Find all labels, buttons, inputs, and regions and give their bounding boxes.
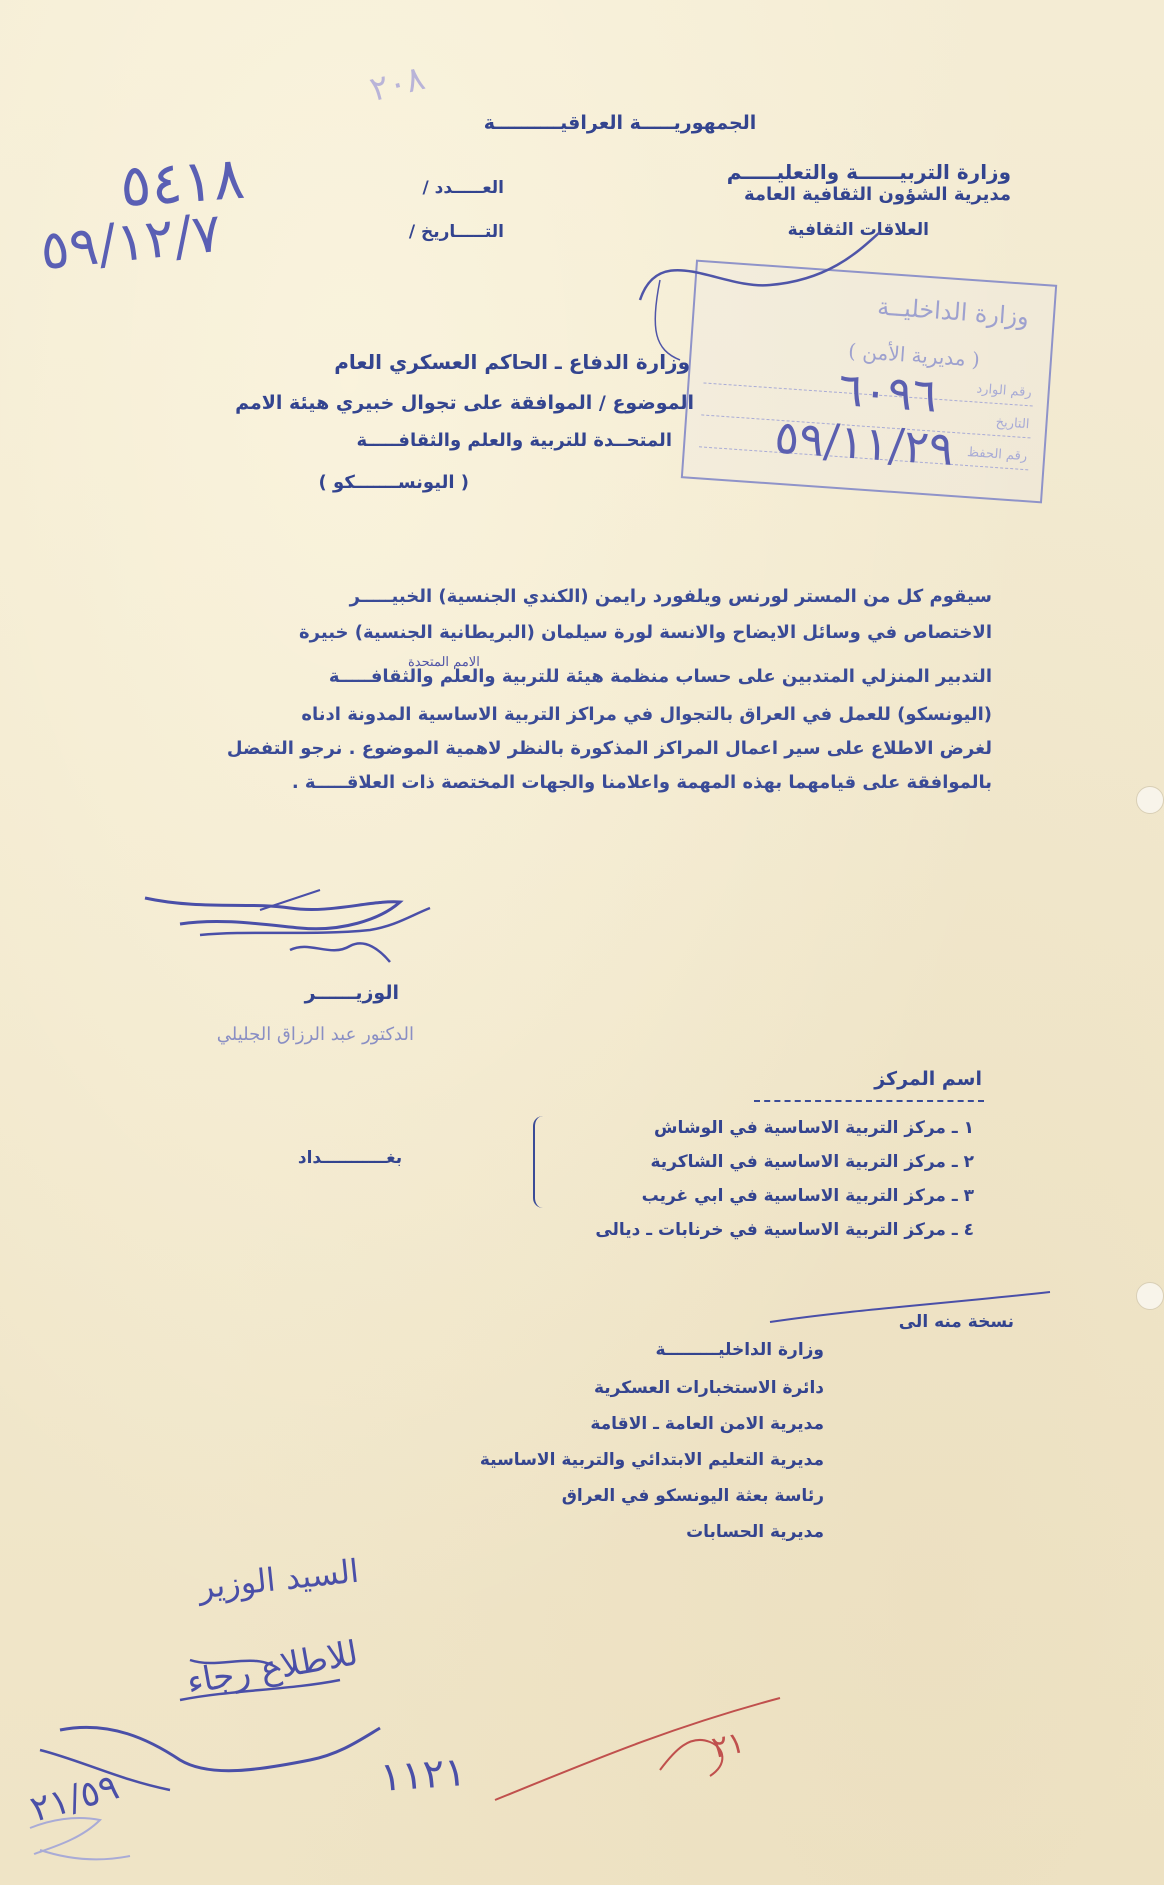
stamp-hand-date: ٥٩/١١/٢٩ (772, 409, 956, 476)
body-line-2: الاختصاص في وسائل الايضاح والانسة لورة سيلمان (البريطانية الجنسية) خبيرة (299, 622, 992, 643)
stamp-row-label-3: رقم الحفظ (966, 445, 1028, 465)
minister-signature (140, 880, 440, 990)
body-line-6: بالموافقة على قيامهما بهذه المهمة واعلامنا والجهات المختصة ذات العلاقـــــة . (291, 772, 992, 793)
copy-to-item-3: مديرية الامن العامة ـ الاقامة (590, 1414, 824, 1434)
top-scribble: ٢٠٨ (365, 57, 429, 111)
subject-line-3: ( اليونســـــــكو ) (318, 472, 469, 493)
department-name: العلاقات الثقافية (787, 220, 929, 240)
signature-title: الوزيــــــر (304, 982, 399, 1004)
handwritten-date: ٢١/٥٩ (26, 1766, 124, 1831)
stamp-hand-number: ٦٠٩٦ (836, 361, 940, 423)
copy-to-item-1: وزارة الداخليـــــــــة (655, 1340, 824, 1360)
centers-heading-underline (754, 1100, 984, 1102)
stamp-row-label-2: التاريخ (995, 414, 1030, 433)
handwritten-number: ١١٢١ (378, 1749, 468, 1801)
copy-to-item-5: رئاسة بعثة اليونسكو في العراق (561, 1486, 824, 1506)
copy-to-heading: نسخة منه الى (898, 1312, 1014, 1332)
centers-bracket (533, 1116, 549, 1208)
republic-heading: الجمهوريـــــة العراقيــــــــــة (483, 112, 757, 134)
body-line-5: لغرض الاطلاع على سير اعمال المراكز المذكورة بالنظر لاهمية الموضوع . نرجو التفضل (226, 738, 992, 759)
body-line-4: (اليونسكو) للعمل في العراق بالتجوال في مراكز التربية الاساسية المدونة ادناه (301, 704, 992, 725)
signature-name: الدكتور عبد الرزاق الجليلي (216, 1024, 414, 1045)
subject-line-2: المتحــدة للتربية والعلم والثقافـــــة (356, 430, 672, 451)
red-mark-number: ٢١ (708, 1725, 748, 1766)
centers-location-note: بغـــــــــــداد (297, 1148, 403, 1168)
center-item-4: ٤ ـ مركز التربية الاساسية في خرنابات ـ ديالى (595, 1220, 974, 1240)
punch-hole-bottom (1136, 1282, 1164, 1310)
handwritten-note-line-2: للاطلاع رجاء (183, 1633, 362, 1703)
body-line-1: سيقوم كل من المستر لورنس ويلفورد رايمن (الكندي الجنسية) الخبيـــــر (349, 586, 992, 607)
number-label: العـــــدد / (422, 178, 504, 198)
copy-to-item-4: مديرية التعليم الابتدائي والتربية الاساسية (479, 1450, 824, 1470)
ministry-name: وزارة التربيــــــة والتعليـــــم (726, 160, 1011, 184)
copy-to-item-6: مديرية الحسابات (686, 1522, 824, 1542)
center-item-1: ١ ـ مركز التربية الاساسية في الوشاش (654, 1118, 974, 1138)
handwritten-signature-scribble (20, 1610, 440, 1870)
subject-line-1: الموضوع / الموافقة على تجوال خبيري هيئة الامم (235, 392, 694, 414)
copy-to-item-2: دائرة الاستخبارات العسكرية (593, 1378, 824, 1398)
handwritten-note-line-1: السيد الوزير (196, 1551, 361, 1607)
center-item-3: ٣ ـ مركز التربية الاساسية في ابي غريب (641, 1186, 974, 1206)
center-item-2: ٢ ـ مركز التربية الاساسية في الشاكرية (650, 1152, 974, 1172)
body-insert-note: الامم المتحدة (408, 655, 480, 670)
copy-to-strike (760, 1290, 1060, 1330)
centers-heading: اسم المركز (874, 1068, 982, 1090)
body-line-3: التدبير المنزلي المتدبين على حساب منظمة هيئة للتربية والعلم والثقافـــــة (328, 666, 992, 687)
handwritten-reference-date: ٥٩/١٢/٧ (37, 200, 225, 283)
incoming-stamp (681, 260, 1057, 504)
stamp-title: وزارة الداخليــة (876, 292, 1030, 331)
directorate-name: مديرية الشؤون الثقافية العامة (743, 184, 1011, 205)
date-label: التـــــاريخ / (408, 222, 504, 242)
punch-hole-top (1136, 786, 1164, 814)
handwritten-reference-number: ٥٤١٨ (117, 143, 247, 221)
addressee: وزارة الدفاع ـ الحاكم العسكري العام (334, 350, 690, 374)
stamp-row-label-1: رقم الوارد (975, 381, 1033, 401)
stamp-subtitle: ( مديرية الأمن ) (847, 338, 981, 372)
